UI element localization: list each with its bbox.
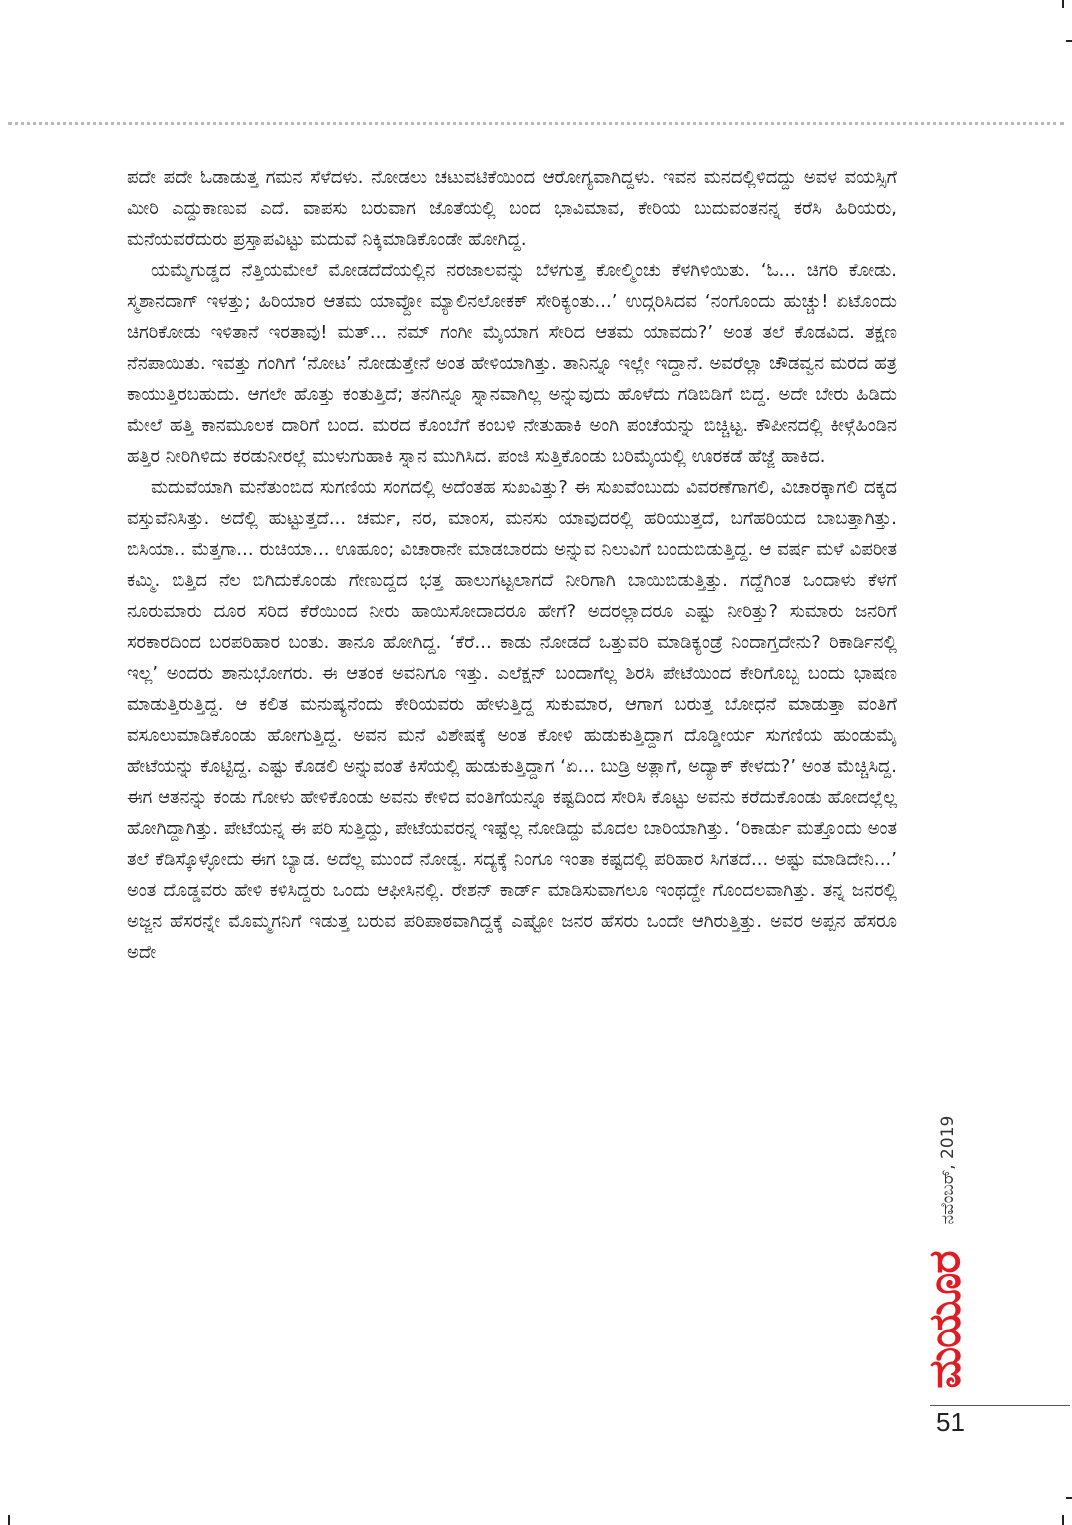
magazine-logo [915,1240,975,1400]
magazine-logo-text: ಮಯೂರ [919,1251,971,1389]
crop-mark [8,1515,10,1525]
crop-mark [1066,40,1072,42]
crop-mark [1062,0,1064,8]
crop-mark [1066,1497,1072,1499]
issue-date-text: ನವೆಂಬರ್, 2019 [938,1115,958,1225]
footer-rule [930,1405,1070,1406]
paragraph: ಪದೇ ಪದೇ ಓಡಾಡುತ್ತ ಗಮನ ಸೆಳೆದಳು. ನೋಡಲು ಚಟುವಟಿಕೆಯಿಂದ ಆರೋಗ್ಯವಾಗಿದ್ದಳು. ಇವನ ಮನದಲ್ಲಿಳಿದದ್ದು ಅವಳ ವಯಸ್ಸಿಗೆ ಮೀರಿ ಎದ್ದುಕಾಣುವ ಎದೆ. ವಾಪಸು ಬರುವಾಗ ಜೊತೆಯಲ್ಲಿ ಬಂದ ಭಾವಿಮಾವ, ಕೇರಿಯ ಬುದುವಂತನನ್ನ ಕರೆಸಿ ಹಿರಿಯರು, ಮನೆಯವರೆದುರು ಪ್ರಸ್ತಾಪವಿಟ್ಟು ಮದುವೆ ನಿಕ್ಕಿಮಾಡಿಕೊಂಡೇ ಹೋಗಿದ್ದ. [127,167,897,250]
paragraph: ಮದುವೆಯಾಗಿ ಮನೆತುಂಬಿದ ಸುಗಣಿಯ ಸಂಗದಲ್ಲಿ ಅದೆಂತಹ ಸುಖವಿತ್ತು? ಈ ಸುಖವೆಂಬುದು ವಿವರಣೆಗಾಗಲಿ, ವಿಚಾರಕ್ಕಾಗಲಿ ದಕ್ಕದ ವಸ್ತುವೆನಿಸಿತ್ತು. ಅದೆಲ್ಲಿ ಹುಟ್ಟುತ್ತದೆ... ಚರ್ಮ, ನರ, ಮಾಂಸ, ಮನಸು ಯಾವುದರಲ್ಲಿ ಹರಿಯುತ್ತದೆ, ಬಗೆಹರಿಯದ ಬಾಬತ್ತಾಗಿತ್ತು. ಬಿಸಿಯಾ.. ಮೆತ್ತಗಾ... ರುಚಿಯಾ... ಊಹೂಂ; ವಿಚಾರಾನೇ ಮಾಡಬಾರದು ಅನ್ನುವ ನಿಲುವಿಗೆ ಬಂದುಬಿಡುತ್ತಿದ್ದ. ಆ ವರ್ಷ ಮಳೆ ವಿಪರೀತ ಕಮ್ಮಿ. ಬಿತ್ತಿದ ನೆಲ ಬಿಗಿದುಕೊಂಡು ಗೇಣುದ್ದದ ಭತ್ತ ಹಾಲುಗಟ್ಟಲಾಗದೆ ನೀರಿಗಾಗಿ ಬಾಯಿಬಿಡುತ್ತಿತ್ತು. ಗದ್ದೆಗಿಂತ ಒಂದಾಳು ಕೆಳಗೆ ನೂರುಮಾರು ದೂರ ಸರಿದ ಕೆರೆಯಿಂದ ನೀರು ಹಾಯಿಸೋದಾದರೂ ಹೇಗೆ? ಅದರಲ್ಲಾದರೂ ಎಷ್ಟು ನೀರಿತ್ತು? ಸುಮಾರು ಜನರಿಗೆ ಸರಕಾರದಿಂದ ಬರಪರಿಹಾರ ಬಂತು. ತಾನೂ ಹೋಗಿದ್ದ. ‘ಕೆರೆ... ಕಾಡು ನೋಡದೆ ಒತ್ತುವರಿ ಮಾಡಿಕ್ಯಂಡ್ರೆ ನಿಂದಾಗ್ತದೇನು? ರಿಕಾರ್ಡಿನಲ್ಲಿ ಇಲ್ಲ’ ಅಂದರು ಶಾನುಭೋಗರು. ಈ ಆತಂಕ ಅವನಿಗೂ ಇತ್ತು. ಎಲೆಕ್ಷನ್ ಬಂದಾಗೆಲ್ಲ ಶಿರಸಿ ಪೇಟೆಯಿಂದ ಕೇರಿಗೊಬ್ಬ ಬಂದು ಭಾಷಣ ಮಾಡುತ್ತಿರುತ್ತಿದ್ದ. ಆ ಕಲಿತ ಮನುಷ್ಯನೆಂದು ಕೇರಿಯವರು ಹೇಳುತ್ತಿದ್ದ ಸುಕುಮಾರ, ಆಗಾಗ ಬರುತ್ತ ಬೋಧನೆ ಮಾಡುತ್ತಾ ವಂತಿಗೆ ವಸೂಲುಮಾಡಿಕೊಂಡು ಹೋಗುತ್ತಿದ್ದ. ಅವನ ಮನೆ ವಿಶೇಷಕ್ಕೆ ಅಂತ ಕೋಳಿ ಹುಡುಕುತ್ತಿದ್ದಾಗ ದೊಡ್ಡೀರ್ಯ ಸುಗಣಿಯ ಹುಂಡುಮೈ ಹೇಟೆಯನ್ನು ಕೊಟ್ಟಿದ್ದ. ಎಷ್ಟು ಕೊಡಲಿ ಅನ್ನುವಂತೆ ಕಿಸೆಯಲ್ಲಿ ಹುಡುಕುತ್ತಿದ್ದಾಗ ‘ಏ... ಬುಡ್ರಿ ಅತ್ಲಾಗೆ, ಅದ್ಯಾಕ್ ಕೇಳದು?’ ಅಂತ ಮೆಚ್ಚಿಸಿದ್ದ. ಈಗ ಆತನನ್ನು ಕಂಡು ಗೋಳು ಹೇಳಿಕೊಂಡು ಅವನು ಕೇಳಿದ ವಂತಿಗೆಯನ್ನೂ ಕಷ್ಟದಿಂದ ಸೇರಿಸಿ ಕೊಟ್ಟು ಅವನು ಕರೆದುಕೊಂಡು ಹೋದಲ್ಲೆಲ್ಲ ಹೋಗಿದ್ದಾಗಿತ್ತು. ಪೇಟೆಯನ್ನ ಈ ಪರಿ ಸುತ್ತಿದ್ದು, ಪೇಟೆಯವರನ್ನ ಇಷ್ಟೆಲ್ಲ ನೋಡಿದ್ದು ಮೊದಲ ಬಾರಿಯಾಗಿತ್ತು. ‘ರಿಕಾರ್ಡು ಮತ್ತೊಂದು ಅಂತ ತಲೆ ಕೆಡಿಸ್ಕೊಳ್ಳೋದು ಈಗ ಬ್ಯಾಡ. ಅದೆಲ್ಲ ಮುಂದೆ ನೋಡ್ವ. ಸದ್ಯಕ್ಕೆ ನಿಂಗೂ ಇಂತಾ ಕಷ್ಟದಲ್ಲಿ ಪರಿಹಾರ ಸಿಗತದೆ... ಅಷ್ಟು ಮಾಡಿದೇನಿ...’ ಅಂತ ದೊಡ್ಡವರು ಹೇಳಿ ಕಳಿಸಿದ್ದರು ಒಂದು ಆಫೀಸಿನಲ್ಲಿ. ರೇಶನ್ ಕಾರ್ಡ್ ಮಾಡಿಸುವಾಗಲೂ ಇಂಥದ್ದೇ ಗೊಂದಲವಾಗಿತ್ತು. ತನ್ನ ಜನರಲ್ಲಿ ಅಜ್ಜನ ಹೆಸರನ್ನೇ ಮೊಮ್ಮಗನಿಗೆ ಇಡುತ್ತ ಬರುವ ಪರಿಪಾಠವಾಗಿದ್ದಕ್ಕೆ ಎಷ್ಟೋ ಜನರ ಹೆಸರು ಒಂದೇ ಆಗಿರುತ್ತಿತ್ತು. ಅವರ ಅಪ್ಪನ ಹೆಸರೂ ಅದೇ [127,477,897,963]
page-number: 51 [936,1407,965,1437]
issue-date [928,1100,968,1240]
article-body [127,162,897,968]
crop-mark [1062,1515,1064,1525]
header-dotted-rule [8,122,1064,125]
paragraph: ಯಮ್ಮೆಗುಡ್ಡದ ನೆತ್ತಿಯಮೇಲೆ ಮೋಡದೆದೆಯಲ್ಲಿನ ನರಜಾಲವನ್ನು ಬೆಳಗುತ್ತ ಕೋಲ್ಮಿಂಚು ಕೆಳಗಿಳಿಯಿತು. ‘ಓ... ಚಿಗರಿ ಕೋಡು. ಸ್ಮಶಾನದಾಗ್ ಇಳತ್ತು; ಹಿರಿಯಾರ ಆತಮ ಯಾವ್ದೋ ಮ್ಯಾಲಿನಲೋಕಕ್ ಸೇರಿಕ್ಯಂತು...’ ಉದ್ಗರಿಸಿದವ ‘ನಂಗೊಂದು ಹುಚ್ಚು! ಏಟೊಂದು ಚಿಗರಿಕೋಡು ಇಳಿತಾನೆ ಇರತಾವು! ಮತ್... ನಮ್ ಗಂಗೀ ಮೈಯಾಗ ಸೇರಿದ ಆತಮ ಯಾವದು?’ ಅಂತ ತಲೆ ಕೊಡವಿದ. ತಕ್ಷಣ ನೆನಪಾಯಿತು. ಇವತ್ತು ಗಂಗಿಗೆ ‘ನೋಟ’ ನೋಡುತ್ತೇನೆ ಅಂತ ಹೇಳಿಯಾಗಿತ್ತು. ತಾನಿನ್ನೂ ಇಲ್ಲೇ ಇದ್ದಾನೆ. ಅವರೆಲ್ಲಾ ಚೌಡವ್ವನ ಮರದ ಹತ್ರ ಕಾಯುತ್ತಿರಬಹುದು. ಆಗಲೇ ಹೊತ್ತು ಕಂತುತ್ತಿದೆ; ತನಗಿನ್ನೂ ಸ್ನಾನವಾಗಿಲ್ಲ ಅನ್ನುವುದು ಹೊಳೆದು ಗಡಿಬಿಡಿಗೆ ಬಿದ್ದ. ಅದೇ ಬೇರು ಹಿಡಿದು ಮೇಲೆ ಹತ್ತಿ ಕಾನಮೂಲಕ ದಾರಿಗೆ ಬಂದ. ಮರದ ಕೊಂಬೆಗೆ ಕಂಬಳಿ ನೇತುಹಾಕಿ ಅಂಗಿ ಪಂಚೆಯನ್ನು ಬಿಚ್ಚಿಟ್ಟ. ಕೌಪೀನದಲ್ಲಿ ಕೀಳ್ಗೆಹಿಂಡಿನ ಹತ್ತಿರ ನೀರಿಗಿಳಿದು ಕರಡುನೀರಲ್ಲೆ ಮುಳುಗುಹಾಕಿ ಸ್ನಾನ ಮುಗಿಸಿದ. ಪಂಜಿ ಸುತ್ತಿಕೊಂಡು ಬರಿಮೈಯಲ್ಲಿ ಊರಕಡೆ ಹೆಜ್ಜೆ ಹಾಕಿದ. [127,260,897,467]
